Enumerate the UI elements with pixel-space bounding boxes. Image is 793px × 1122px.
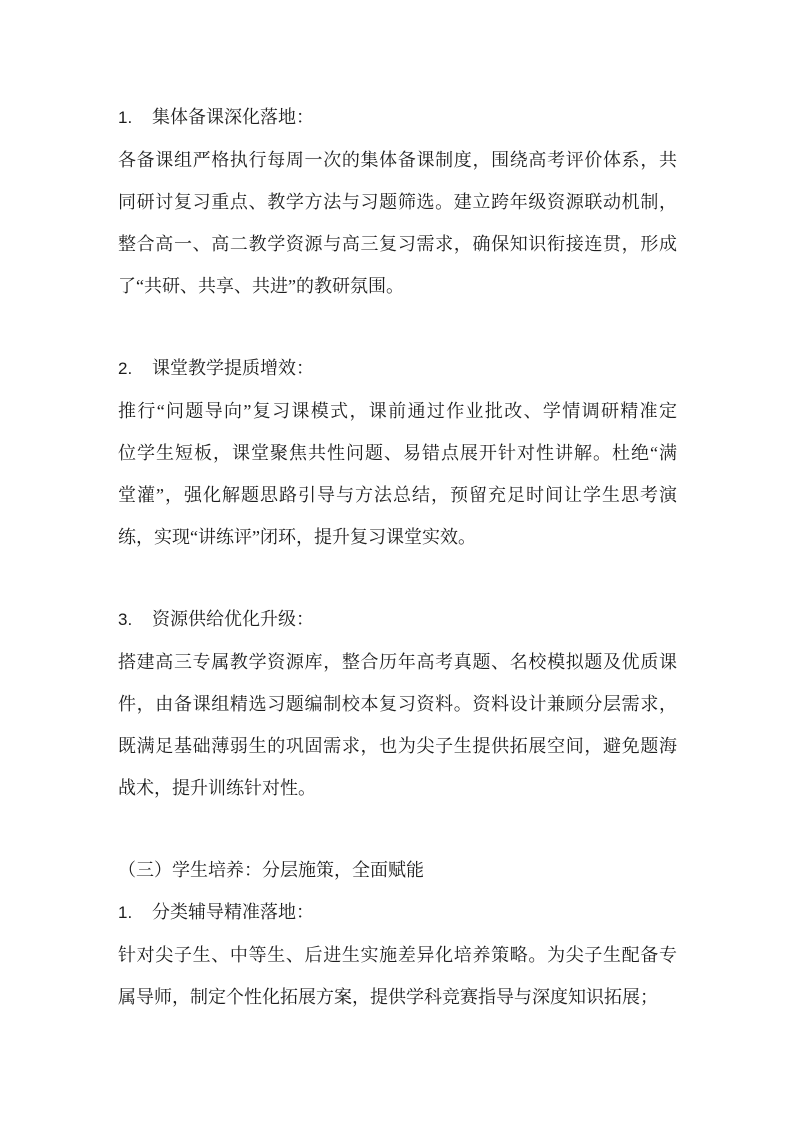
numbered-heading [118,96,677,139]
text-line: 同研讨复习重点、教学方法与习题筛选。建立跨年级资源联动机制， [118,192,677,212]
paragraph [118,390,677,558]
list-number: 2. [118,359,133,378]
text-line: 针对尖子生、中等生、后进生实施差异化培养策略。为尖子生配备专 [118,945,677,965]
paragraph [118,641,677,809]
section-3 [118,598,677,809]
text-line: 属导师，制定个性化拓展方案，提供学科竞赛指导与深度知识拓展； [118,987,658,1007]
numbered-heading [118,347,677,390]
list-number: 1. [118,903,133,922]
text-line: 练，实现“讲练评”闭环，提升复习课堂实效。 [118,527,476,547]
text-line: 位学生短板，课堂聚焦共性问题、易错点展开针对性讲解。杜绝“满 [118,443,677,463]
list-number: 1. [118,108,133,127]
section-1 [118,96,677,307]
text-line: 件，由备课组精选习题编制校本复习资料。资料设计兼顾分层需求， [118,694,677,714]
text-line: 各备课组严格执行每周一次的集体备课制度，围绕高考评价体系，共 [118,150,677,170]
numbered-heading [118,891,677,934]
heading-text: 课堂教学提质增效： [152,358,314,378]
text-line: 了“共研、共享、共进”的教研氛围。 [118,276,404,296]
section-4 [118,891,677,1018]
text-line: 搭建高三专属教学资源库，整合历年高考真题、名校模拟题及优质课 [118,652,677,672]
text-line: 推行“问题导向”复习课模式，课前通过作业批改、学情调研精准定 [118,401,677,421]
text-line: 既满足基础薄弱生的巩固需求，也为尖子生提供拓展空间，避免题海 [118,736,677,756]
text-line: 整合高一、高二教学资源与高三复习需求，确保知识衔接连贯，形成 [118,234,677,254]
heading-text: 分类辅导精准落地： [152,902,314,922]
text-line: 战术，提升训练针对性。 [118,778,316,798]
text-line: 堂灌”，强化解题思路引导与方法总结，预留充足时间让学生思考演 [118,485,677,505]
subsection-heading: （三）学生培养：分层施策，全面赋能 [118,860,424,880]
section-2 [118,347,677,558]
numbered-heading [118,598,677,641]
list-number: 3. [118,610,133,629]
paragraph [118,139,677,307]
heading-text: 集体备课深化落地： [152,107,314,127]
heading-text: 资源供给优化升级： [152,609,314,629]
paragraph [118,934,677,1018]
